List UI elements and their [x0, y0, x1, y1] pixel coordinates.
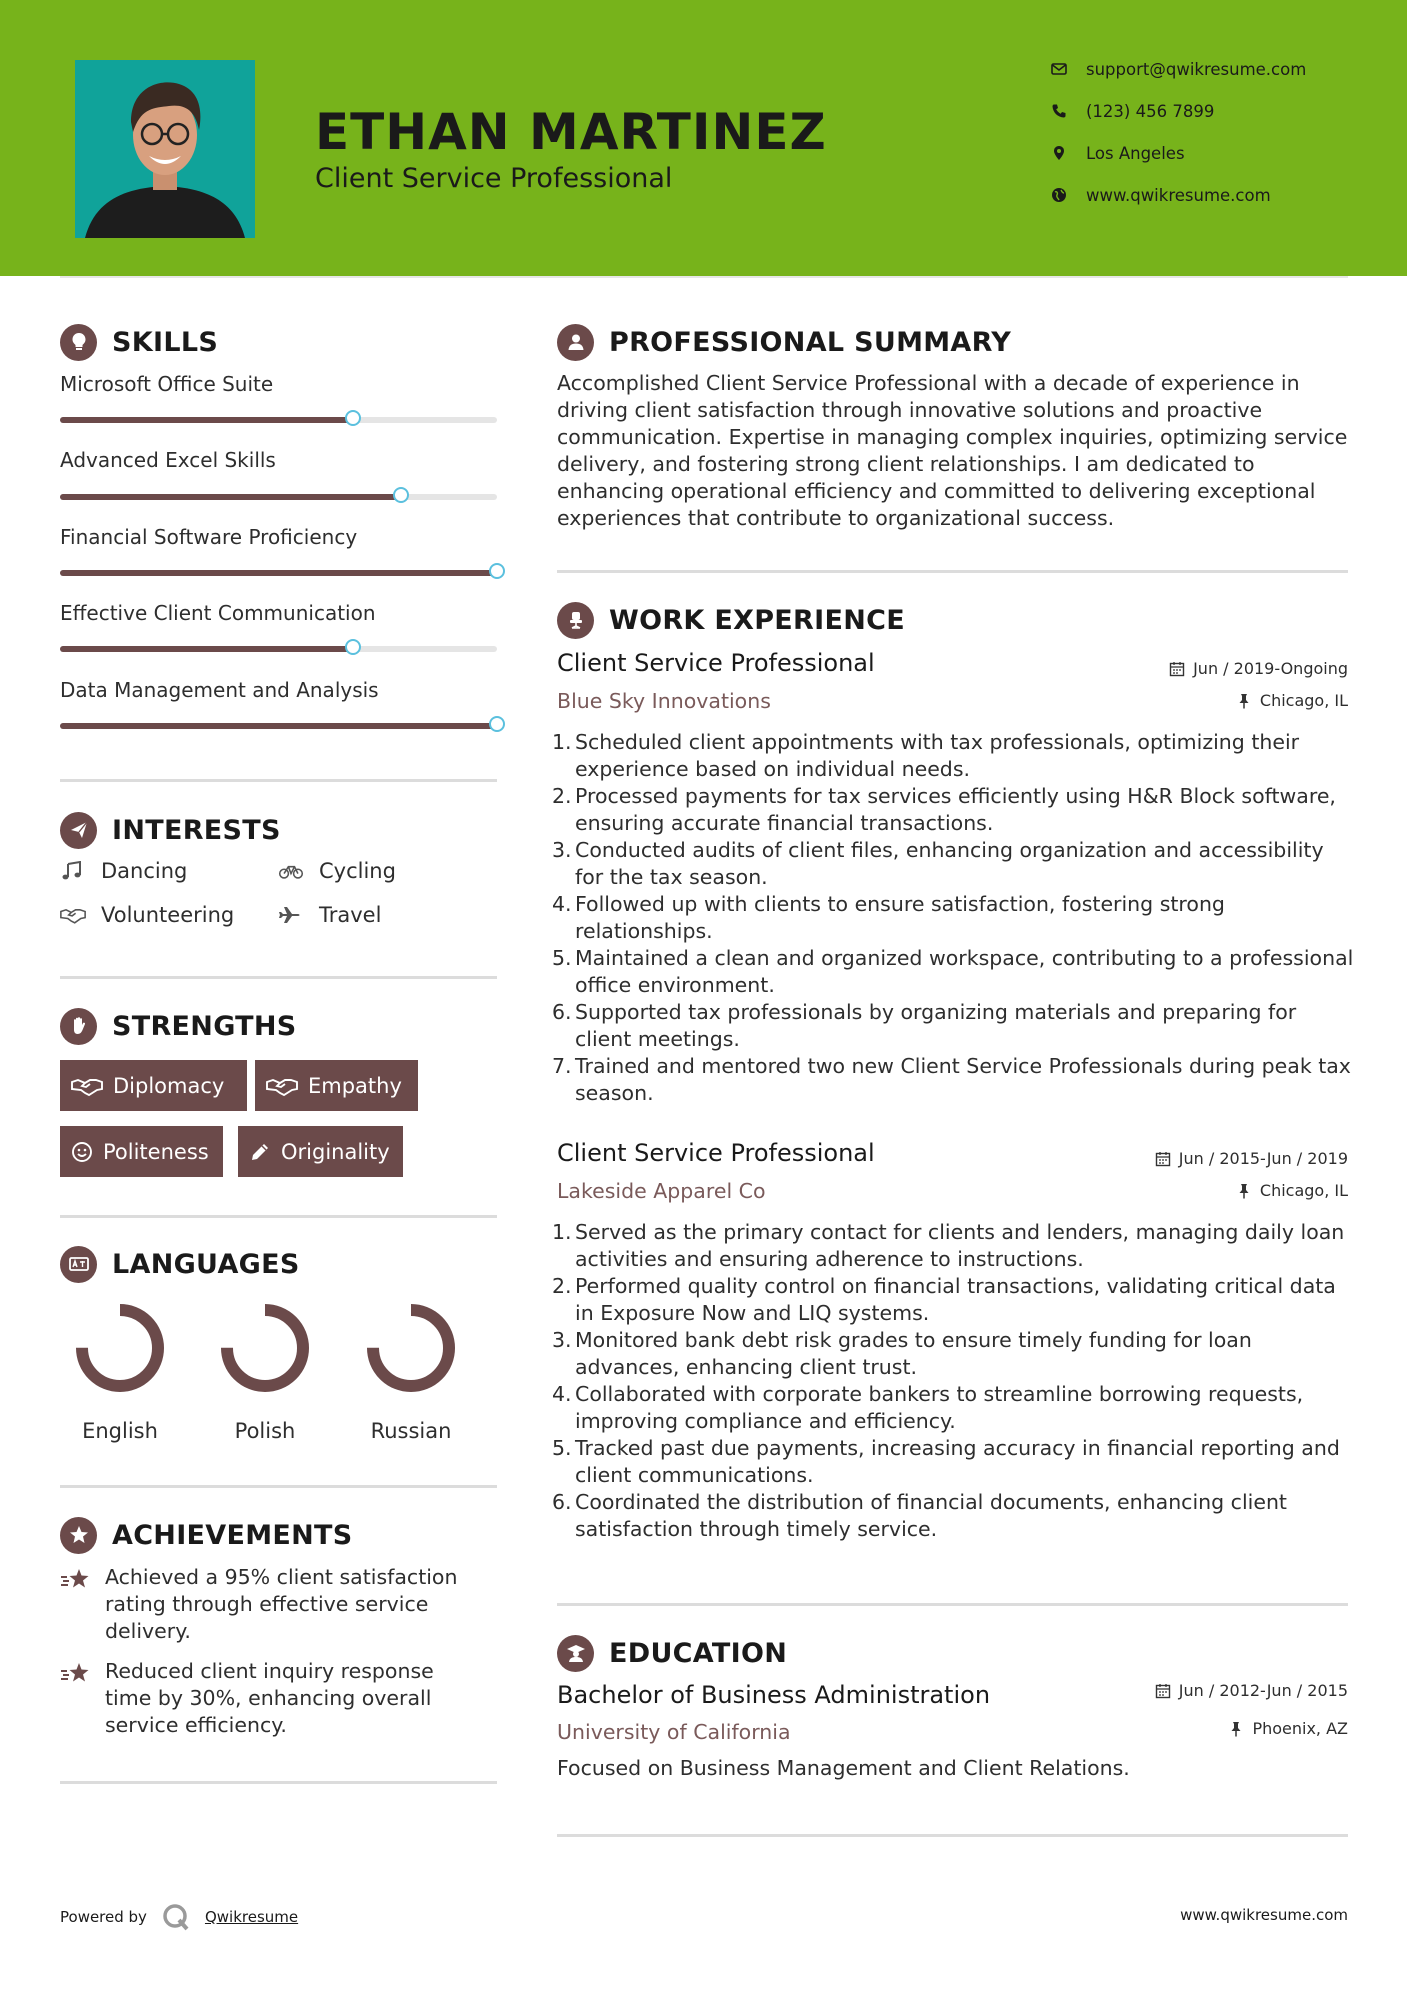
school-name: University of California	[557, 1720, 791, 1744]
company-name: Lakeside Apparel Co	[557, 1179, 766, 1203]
achievements-title: ACHIEVEMENTS	[112, 1519, 353, 1551]
contact-website[interactable]	[1051, 183, 1351, 207]
contact-website-text: www.qwikresume.com	[1086, 185, 1271, 205]
education-location	[1228, 1718, 1348, 1740]
skill-bar-knob	[393, 487, 409, 503]
skills-title: SKILLS	[112, 326, 219, 358]
contact-location-text: Los Angeles	[1086, 143, 1185, 163]
skill-bar	[60, 723, 497, 729]
interest-label: Volunteering	[101, 903, 235, 927]
section-divider	[557, 1603, 1348, 1606]
job-title: Client Service Professional	[557, 1139, 875, 1167]
powered-by-text: Powered by	[60, 1908, 147, 1926]
job-bullet: 3. Monitored bank debt risk grades to ensure timely funding for loan advances, enhancing client trust.	[552, 1328, 1252, 1379]
user-icon	[557, 324, 594, 361]
achievement-text: Achieved a 95% client satisfaction rating through effective service delivery.	[105, 1565, 458, 1643]
calendar-icon	[1155, 1151, 1171, 1167]
job-bullet: 5. Tracked past due payments, increasing accuracy in financial reporting and client communications.	[552, 1436, 1340, 1487]
language-ring-arc	[373, 1310, 449, 1386]
job-location-text: Chicago, IL	[1259, 1181, 1348, 1200]
calendar-icon	[1155, 1683, 1171, 1699]
achievement-text: Reduced client inquiry response time by 30%, enhancing overall service efficiency.	[105, 1659, 434, 1737]
language-label: Russian	[370, 1419, 452, 1443]
skill-bar-knob	[489, 716, 505, 732]
strength-tag	[255, 1060, 418, 1111]
language-item	[346, 1302, 476, 1443]
job-bullets	[552, 1219, 1355, 1543]
footer-powered-by	[60, 1902, 298, 1932]
contact-phone[interactable]	[1051, 99, 1351, 123]
section-divider	[60, 1485, 497, 1488]
job-bullet: 2. Performed quality control on financial transactions, validating critical data in Exposure Now and LIQ systems.	[552, 1274, 1336, 1325]
job-bullet: 7. Trained and mentored two new Client Service Professionals during peak tax season.	[552, 1054, 1351, 1105]
strength-tag	[238, 1126, 403, 1177]
strength-tag	[60, 1060, 247, 1111]
bicycle-icon	[278, 861, 304, 881]
skill-name: Data Management and Analysis	[60, 678, 379, 702]
contact-phone-text: (123) 456 7899	[1086, 101, 1215, 121]
lightbulb-icon	[60, 324, 97, 361]
job-dates	[1169, 658, 1348, 680]
pushpin-icon	[1236, 693, 1252, 709]
interests-heading	[60, 810, 281, 850]
contact-email[interactable]	[1051, 57, 1351, 81]
map-marker-icon	[1051, 145, 1067, 161]
star-badge-icon	[60, 1517, 97, 1554]
strengths-title: STRENGTHS	[112, 1010, 297, 1042]
graduate-icon	[557, 1635, 594, 1672]
star-icon	[60, 1566, 92, 1596]
summary-heading	[557, 322, 1011, 362]
work-heading	[557, 600, 905, 640]
candidate-name: ETHAN MARTINEZ	[315, 103, 827, 161]
job-bullet: 5. Maintained a clean and organized workspace, contributing to a professional office environment.	[552, 946, 1354, 997]
company-name: Blue Sky Innovations	[557, 689, 771, 713]
handshake-icon	[60, 905, 86, 925]
interest-item	[60, 903, 234, 927]
globe-icon	[1051, 187, 1067, 203]
education-location-text: Phoenix, AZ	[1252, 1719, 1348, 1738]
interests-title: INTERESTS	[112, 814, 281, 846]
section-divider	[60, 976, 497, 979]
job-bullet: 4. Collaborated with corporate bankers to streamline borrowing requests, improving compliance and efficiency.	[552, 1382, 1304, 1433]
skill-name: Financial Software Proficiency	[60, 525, 358, 549]
skill-bar	[60, 570, 497, 576]
paper-plane-icon	[60, 812, 97, 849]
achievements-heading	[60, 1515, 353, 1555]
strength-label: Diplomacy	[113, 1073, 225, 1098]
skill-bar-knob	[489, 563, 505, 579]
language-ring-arc	[82, 1310, 158, 1386]
language-item	[200, 1302, 330, 1443]
section-divider	[60, 779, 497, 782]
profile-photo	[75, 60, 255, 238]
pencil-icon	[249, 1141, 271, 1163]
strength-label: Empathy	[308, 1073, 402, 1098]
qwikresume-link[interactable]: Qwikresume	[204, 1908, 299, 1926]
section-divider	[60, 1215, 497, 1218]
job-bullet: 3. Conducted audits of client files, enhancing organization and accessibility for the tax season.	[552, 838, 1324, 889]
language-ring	[365, 1302, 457, 1394]
job-dates-text: Jun / 2019-Ongoing	[1193, 659, 1348, 678]
skill-bar-fill	[60, 723, 497, 729]
interest-label: Cycling	[319, 859, 396, 883]
section-divider	[60, 1781, 497, 1784]
section-divider	[557, 570, 1348, 573]
strengths-heading	[60, 1006, 297, 1046]
footer-website[interactable]: www.qwikresume.com	[1180, 1906, 1348, 1924]
phone-icon	[1051, 103, 1067, 119]
skill-bar	[60, 494, 497, 500]
header-divider	[60, 276, 1348, 278]
strength-label: Originality	[281, 1139, 390, 1164]
summary-text: Accomplished Client Service Professional with a decade of experience in driving client satisfaction through innovative solutions and proactive communication. Expertise in managing complex inquiries, optimizing service delivery, and fostering strong client relationships. I am dedicated to enhancing operational efficiency and committed to delivering exceptional experiences that contribute to organizational success.	[557, 371, 1348, 530]
job-location	[1236, 1180, 1348, 1202]
languages-title: LANGUAGES	[112, 1248, 300, 1280]
education-heading	[557, 1633, 787, 1673]
job-bullets	[552, 729, 1355, 1107]
interest-label: Travel	[319, 903, 382, 927]
handshake-icon	[71, 1075, 103, 1097]
job-bullet: 6. Supported tax professionals by organizing materials and preparing for client meetings.	[552, 1000, 1297, 1051]
job-bullet: 1. Scheduled client appointments with tax professionals, optimizing their experience based on individual needs.	[552, 730, 1300, 781]
education-description: Focused on Business Management and Client Relations.	[557, 1756, 1130, 1780]
achievement-item	[60, 1564, 480, 1645]
education-dates-text: Jun / 2012-Jun / 2015	[1178, 1681, 1348, 1700]
pushpin-icon	[1228, 1721, 1244, 1737]
degree-title: Bachelor of Business Administration	[557, 1681, 991, 1709]
job-dates	[1155, 1148, 1348, 1170]
skill-bar-fill	[60, 417, 353, 423]
skills-heading	[60, 322, 218, 362]
skill-name: Effective Client Communication	[60, 601, 376, 625]
achievement-item	[60, 1658, 480, 1739]
calendar-icon	[1169, 661, 1185, 677]
plane-icon	[278, 905, 304, 925]
language-icon	[60, 1246, 97, 1283]
language-label: English	[82, 1419, 158, 1443]
language-item	[55, 1302, 185, 1443]
interest-item	[60, 859, 187, 883]
summary-title: PROFESSIONAL SUMMARY	[609, 326, 1012, 358]
smile-icon	[71, 1141, 93, 1163]
skill-bar-fill	[60, 570, 497, 576]
envelope-icon	[1051, 61, 1067, 77]
skill-name: Advanced Excel Skills	[60, 448, 276, 472]
strength-tag	[60, 1126, 223, 1177]
strength-label: Politeness	[103, 1139, 209, 1164]
contact-email-text: support@qwikresume.com	[1086, 59, 1307, 79]
skill-name: Microsoft Office Suite	[60, 372, 274, 396]
education-dates	[1155, 1680, 1348, 1702]
interest-item	[278, 859, 396, 883]
languages-heading	[60, 1244, 300, 1284]
candidate-role: Client Service Professional	[315, 163, 673, 194]
education-title: EDUCATION	[609, 1637, 788, 1669]
skill-bar-knob	[345, 410, 361, 426]
hand-icon	[60, 1008, 97, 1045]
skill-bar	[60, 646, 497, 652]
star-icon	[60, 1660, 92, 1690]
music-icon	[60, 861, 86, 881]
qwikresume-logo-icon	[161, 1902, 191, 1932]
skill-bar-fill	[60, 646, 353, 652]
job-bullet: 2. Processed payments for tax services efficiently using H&R Block software, ensuring accurate financial transactions.	[552, 784, 1336, 835]
job-location-text: Chicago, IL	[1259, 691, 1348, 710]
interest-label: Dancing	[101, 859, 188, 883]
language-label: Polish	[234, 1419, 296, 1443]
work-title: WORK EXPERIENCE	[609, 604, 905, 636]
skill-bar-knob	[345, 639, 361, 655]
skill-bar-fill	[60, 494, 401, 500]
contact-location	[1051, 141, 1351, 165]
job-bullet: 1. Served as the primary contact for clients and lenders, managing daily loan activities and ensuring adherence to instructions.	[552, 1220, 1345, 1271]
language-ring-arc	[227, 1310, 303, 1386]
pushpin-icon	[1236, 1183, 1252, 1199]
job-bullet: 4. Followed up with clients to ensure satisfaction, fostering strong relationships.	[552, 892, 1225, 943]
job-bullet: 6. Coordinated the distribution of financial documents, enhancing client satisfaction through timely service.	[552, 1490, 1287, 1541]
job-dates-text: Jun / 2015-Jun / 2019	[1178, 1149, 1348, 1168]
header-banner	[0, 0, 1407, 276]
job-location	[1236, 690, 1348, 712]
office-chair-icon	[557, 602, 594, 639]
skill-bar	[60, 417, 497, 423]
interest-item	[278, 903, 381, 927]
language-ring	[219, 1302, 311, 1394]
section-divider	[557, 1834, 1348, 1837]
handshake-icon	[266, 1075, 298, 1097]
language-ring	[74, 1302, 166, 1394]
job-title: Client Service Professional	[557, 649, 875, 677]
